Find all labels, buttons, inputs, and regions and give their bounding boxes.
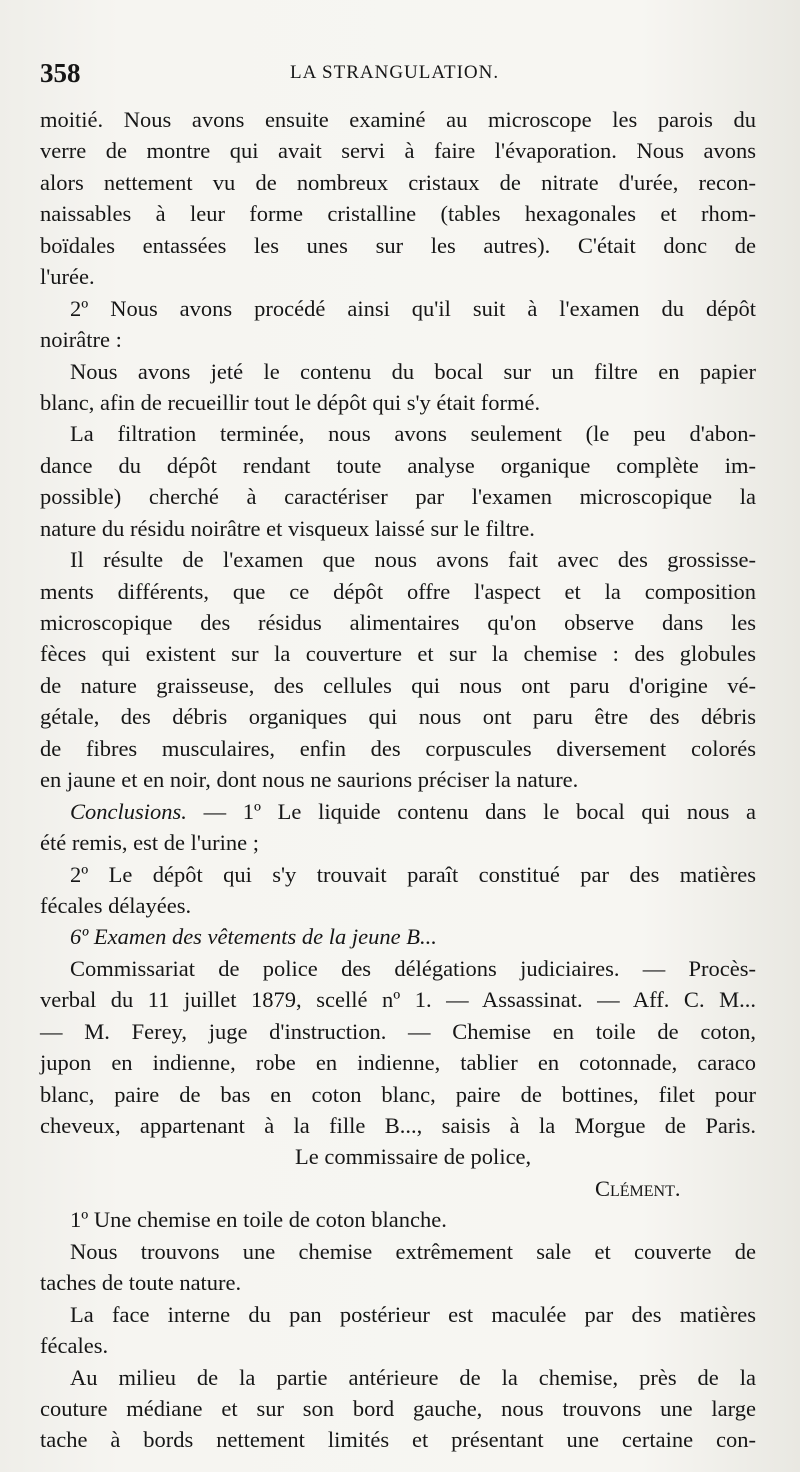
text-line: La face interne du pan postérieur est maculée par des matières <box>70 1301 756 1327</box>
text-line: possible) cherché à caractériser par l'examen microscopique la <box>40 484 756 510</box>
text-line: taches de toute nature. <box>40 1270 242 1296</box>
body-text <box>40 104 756 1456</box>
text-line: l'urée. <box>40 264 95 290</box>
signature-title: Le commissaire de police, <box>295 1144 532 1170</box>
text-line: couture médiane et sur son bord gauche, nous trouvons une large <box>40 1395 756 1421</box>
text-line: été remis, est de l'urine ; <box>40 830 259 856</box>
text-line: La filtration terminée, nous avons seulement (le peu d'abon- <box>70 421 756 447</box>
text-line: 2º Nous avons procédé ainsi qu'il suit à l'examen du dépôt <box>70 295 756 321</box>
conclusions-line <box>40 796 756 827</box>
text-line: dance du dépôt rendant toute analyse organique complète im- <box>40 452 756 478</box>
text-line: blanc, afin de recueillir tout le dépôt qui s'y était formé. <box>40 389 541 415</box>
text-line: de fibres musculaires, enfin des corpuscules diversement colorés <box>40 735 756 761</box>
text-line: naissables à leur forme cristalline (tables hexagonales et rhom- <box>40 201 756 227</box>
page-header <box>40 58 756 92</box>
text-line: noirâtre : <box>40 327 122 353</box>
text-line: fèces qui existent sur la couverture et sur la chemise : des globules <box>40 641 756 667</box>
text-line: Nous trouvons une chemise extrêmement sale et couverte de <box>70 1238 756 1264</box>
text-line: gétale, des débris organiques qui nous ont paru être des débris <box>40 704 756 730</box>
text-line: microscopique des résidus alimentaires qu'on observe dans les <box>40 610 756 635</box>
text-line: — M. Ferey, juge d'instruction. — Chemise en toile de coton, <box>40 1018 756 1044</box>
text-line: cheveux, appartenant à la fille B..., saisis à la Morgue de Paris. <box>40 1113 756 1138</box>
text-line: 1º Une chemise en toile de coton blanche. <box>70 1207 447 1233</box>
text-line: fécales délayées. <box>40 892 192 918</box>
running-head: LA STRANGULATION. <box>290 62 500 83</box>
text-line: boïdales entassées les unes sur les autres). C'était donc de <box>40 232 756 258</box>
text-line: Il résulte de l'examen que nous avons fait avec des grossisse- <box>70 547 756 573</box>
text-line: ments différents, que ce dépôt offre l'aspect et la composition <box>40 578 756 604</box>
text-line: de nature graisseuse, des cellules qui nous ont paru d'origine vé- <box>40 672 756 698</box>
signature-name: Clément. <box>595 1175 681 1201</box>
text-line: Au milieu de la partie antérieure de la chemise, près de la <box>70 1364 756 1390</box>
conclusions-text: — 1º Le liquide contenu dans le bocal qui nous a <box>203 798 757 824</box>
text-line: nature du résidu noirâtre et visqueux laissé sur le filtre. <box>40 515 535 541</box>
text-line: jupon en indienne, robe en indienne, tablier en cotonnade, caraco <box>40 1050 756 1076</box>
section-heading: 6º Examen des vêtements de la jeune B... <box>70 924 437 950</box>
text-line: en jaune et en noir, dont nous ne saurions préciser la nature. <box>40 767 579 793</box>
text-line: verbal du 11 juillet 1879, scellé nº 1. — Assassinat. — Aff. C. M... <box>40 987 756 1013</box>
page-number: 358 <box>40 58 81 88</box>
text-line: alors nettement vu de nombreux cristaux de nitrate d'urée, recon- <box>40 169 756 195</box>
text-line: Nous avons jeté le contenu du bocal sur un filtre en papier <box>70 358 756 384</box>
text-line: verre de montre qui avait servi à faire l'évaporation. Nous avons <box>40 138 756 164</box>
text-line: fécales. <box>40 1333 109 1359</box>
text-line: Commissariat de police des délégations judiciaires. — Procès- <box>70 955 756 981</box>
text-line: moitié. Nous avons ensuite examiné au microscope les parois du <box>40 107 756 132</box>
conclusions-label: Conclusions. <box>70 798 187 824</box>
text-line: 2º Le dépôt qui s'y trouvait paraît constitué par des matières <box>70 861 756 887</box>
text-line: blanc, paire de bas en coton blanc, paire de bottines, filet pour <box>40 1081 756 1107</box>
text-line: tache à bords nettement limités et présentant une certaine con- <box>40 1427 756 1453</box>
